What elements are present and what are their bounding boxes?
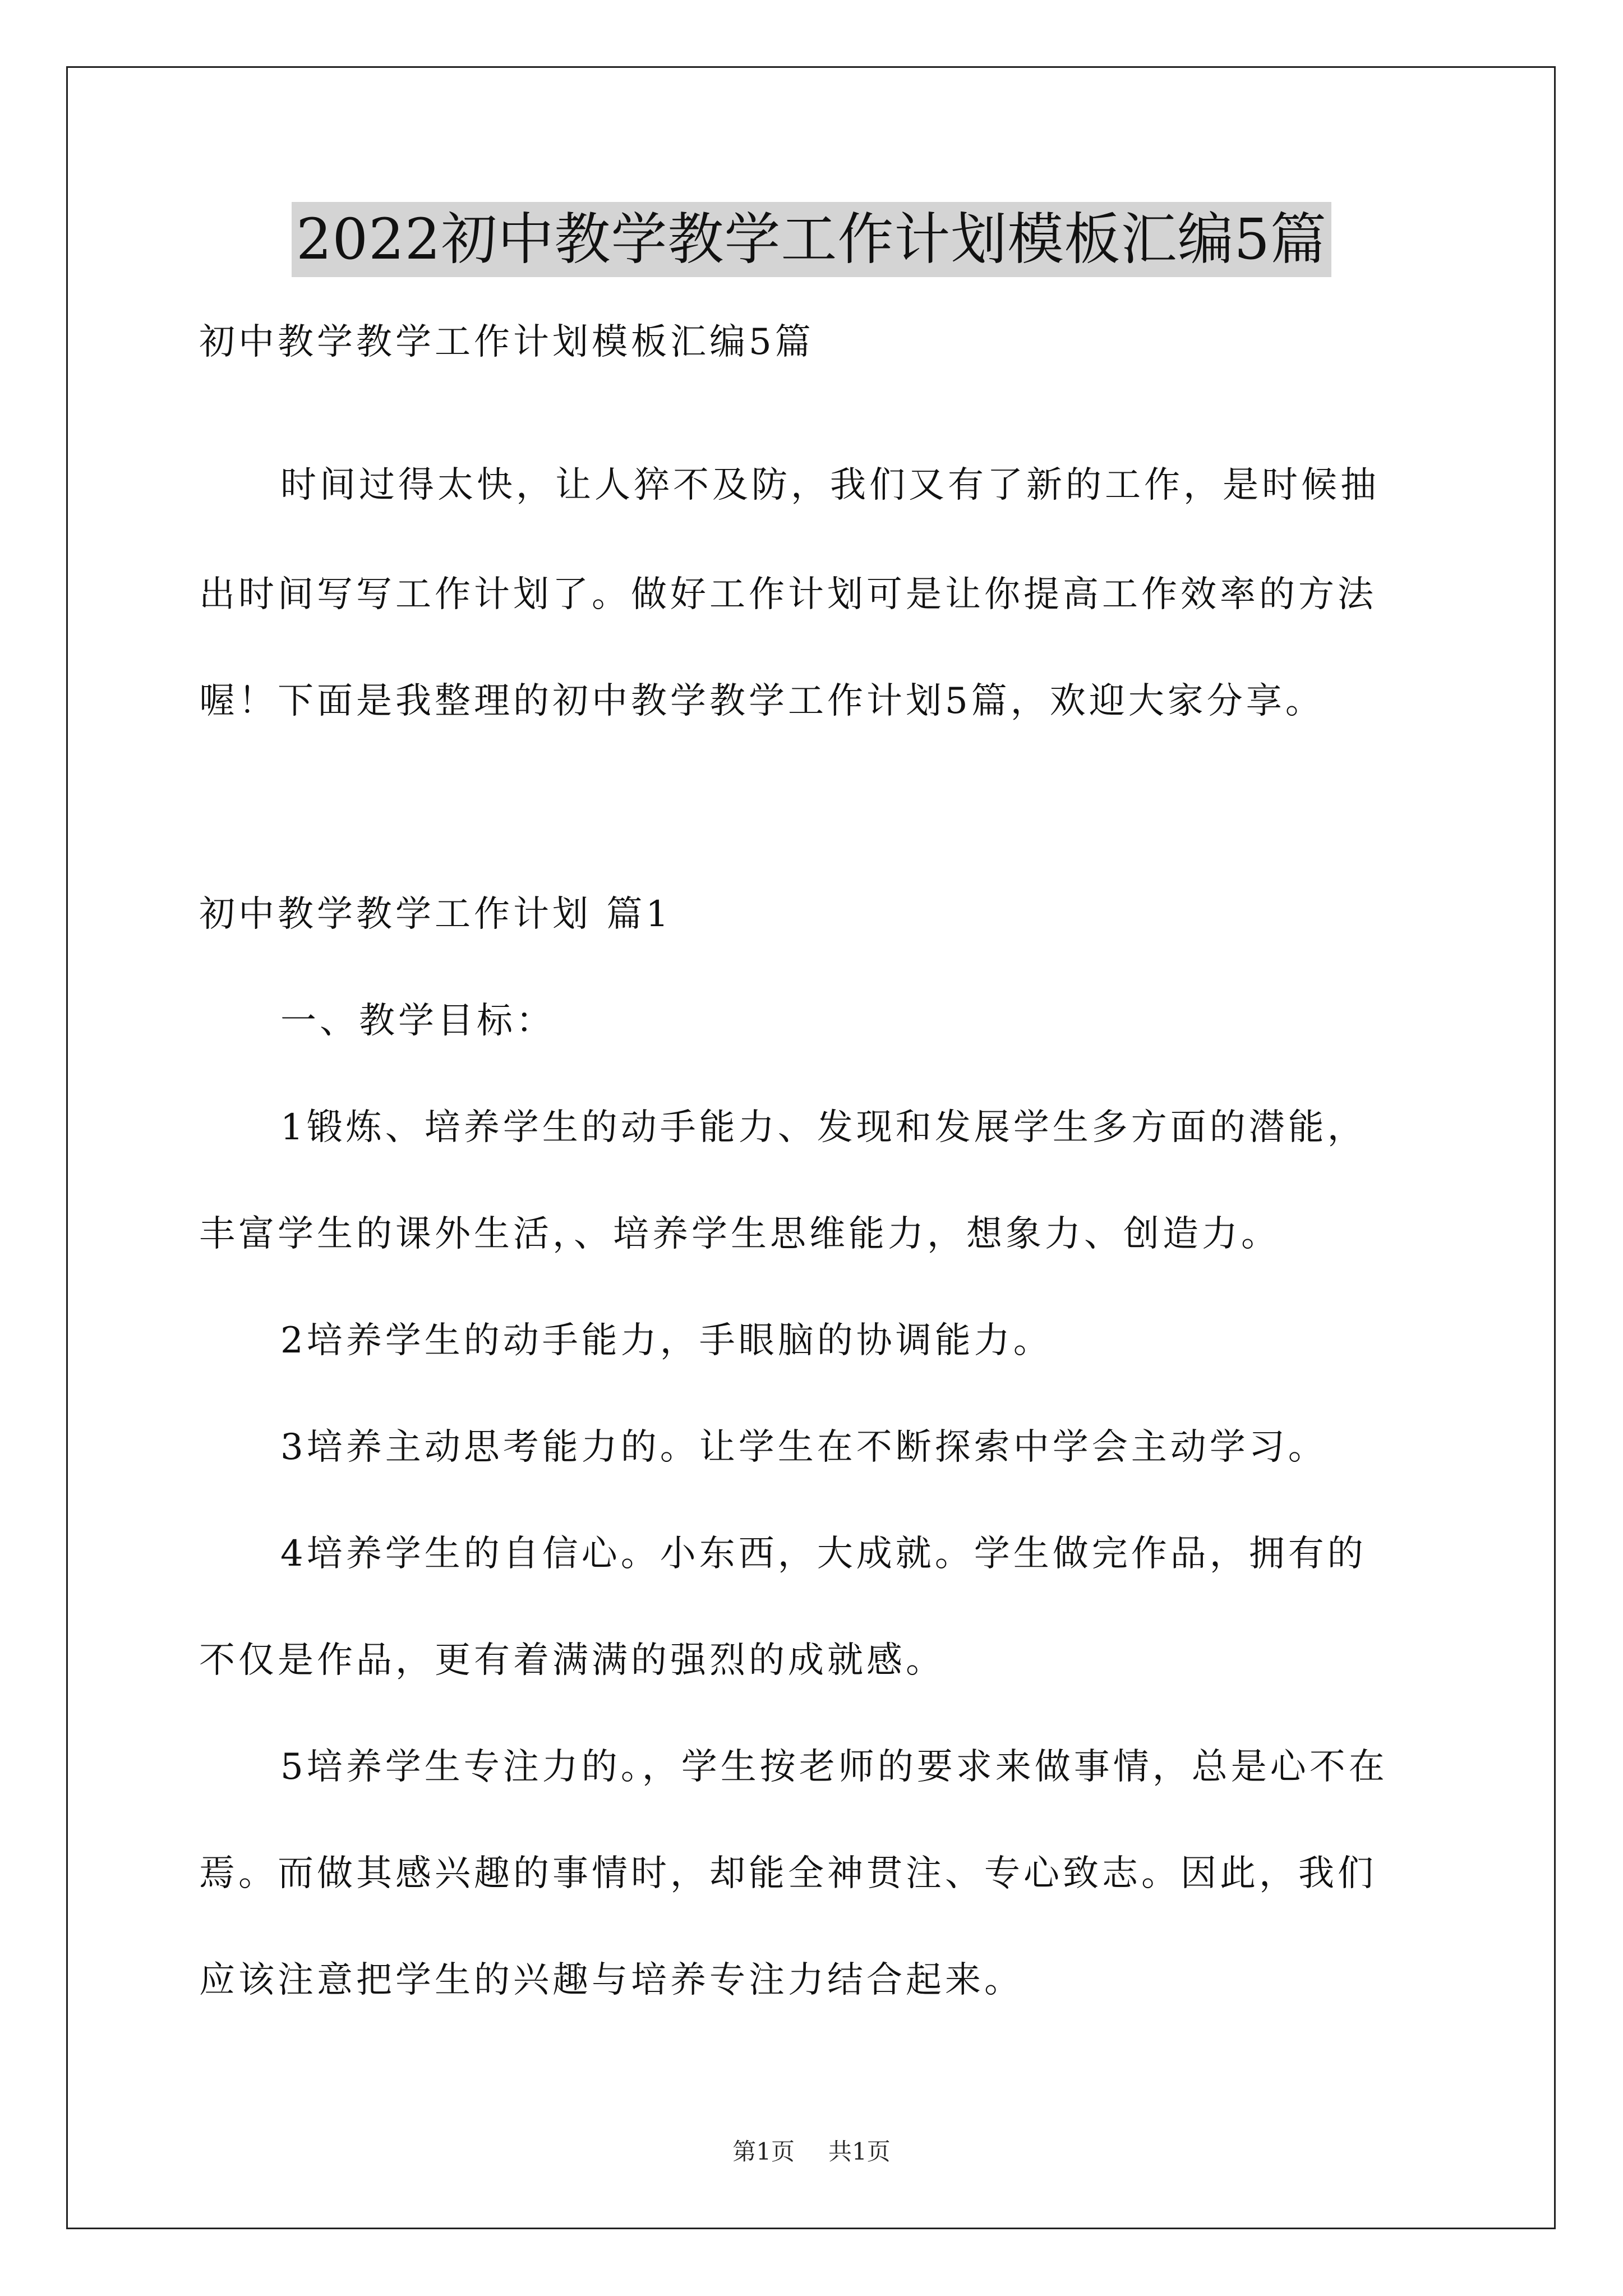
document-subtitle: 初中教学教学工作计划模板汇编5篇 — [199, 321, 814, 363]
body-line: 2培养学生的动手能力，手眼脑的协调能力。 — [280, 1320, 1053, 1361]
body-line: 4培养学生的自信心。小东西，大成就。学生做完作品，拥有的 — [280, 1533, 1367, 1575]
body-line: 焉。而做其感兴趣的事情时，却能全神贯注、专心致志。因此，我们 — [199, 1853, 1377, 1894]
body-line: 应该注意把学生的兴趣与培养专注力结合起来。 — [199, 1959, 1023, 2001]
body-line: 1锻炼、培养学生的动手能力、发现和发展学生多方面的潜能， — [280, 1107, 1367, 1148]
body-line: 不仅是作品，更有着满满的强烈的成就感。 — [199, 1640, 945, 1681]
body-line: 5培养学生专注力的。，学生按老师的要求来做事情，总是心不在 — [280, 1746, 1388, 1788]
page-footer — [0, 2136, 1623, 2168]
page-number-current: 第1页 — [732, 2138, 795, 2165]
body-line: 丰富学生的课外生活，、培养学生思维能力，想象力、创造力。 — [199, 1213, 1280, 1255]
document-title — [0, 202, 1623, 280]
page-number-total: 共1页 — [828, 2138, 891, 2165]
intro-line: 时间过得太快，让人猝不及防，我们又有了新的工作，是时候抽 — [280, 464, 1380, 506]
body-line: 一、教学目标： — [280, 1000, 555, 1042]
section-heading: 初中教学教学工作计划 篇1 — [199, 894, 672, 935]
intro-line: 出时间写写工作计划了。做好工作计划可是让你提高工作效率的方法 — [199, 574, 1377, 615]
intro-line: 喔！下面是我整理的初中教学教学工作计划5篇，欢迎大家分享。 — [199, 680, 1325, 722]
body-line: 3培养主动思考能力的。让学生在不断探索中学会主动学习。 — [280, 1427, 1327, 1468]
document-title-text: 2022初中教学教学工作计划模板汇编5篇 — [292, 202, 1331, 277]
